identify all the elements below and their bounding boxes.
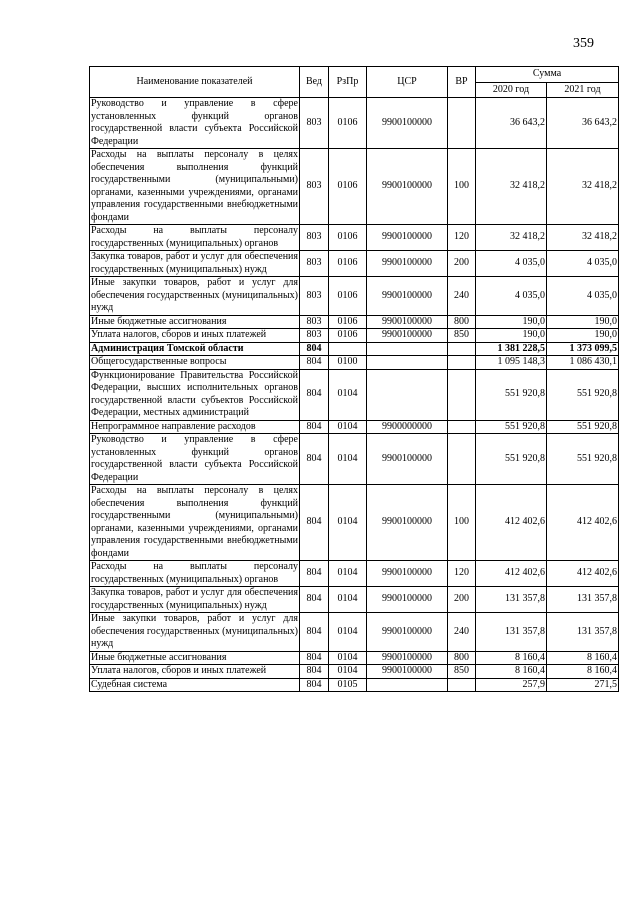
table-row	[90, 665, 619, 679]
header-year-2021: 2021 год	[547, 82, 619, 98]
row-name-cell: Расходы на выплаты персоналу в целях обеспечения выполнения функций государственными (муниципальными) органами, казенными учреждениями, органами управления государственными внебюджетными фондами	[91, 149, 298, 223]
table-row	[90, 613, 619, 652]
row-name-cell: Руководство и управление в сфере установленных функций органов государственной власти субъекта Российской Федерации	[91, 434, 298, 483]
row-sum-2021-cell: 131 357,8	[547, 587, 619, 613]
row-vr-cell: 200	[448, 251, 476, 277]
row-sum-2021-cell: 551 920,8	[547, 434, 619, 485]
row-csr-cell: 9900100000	[367, 315, 448, 329]
row-csr-cell: 9900100000	[367, 613, 448, 652]
row-vr-cell: 120	[448, 561, 476, 587]
row-csr-cell: 9900100000	[367, 485, 448, 561]
row-vr-cell	[448, 98, 476, 149]
row-vr-cell: 120	[448, 225, 476, 251]
header-name: Наименование показателей	[90, 67, 300, 98]
row-ved-cell: 803	[300, 277, 329, 316]
row-sum-2020-cell: 551 920,8	[476, 420, 547, 434]
row-csr-cell: 9900000000	[367, 420, 448, 434]
row-csr-cell: 9900100000	[367, 665, 448, 679]
row-sum-2020-cell: 36 643,2	[476, 98, 547, 149]
row-sum-2020-cell: 551 920,8	[476, 434, 547, 485]
page-number: 359	[573, 36, 594, 51]
row-ved-cell: 804	[300, 342, 329, 356]
row-vr-cell	[448, 342, 476, 356]
row-name-cell: Общегосударственные вопросы	[90, 356, 300, 370]
row-ved-cell: 804	[300, 434, 329, 485]
row-rzpr-cell: 0106	[329, 251, 367, 277]
table-row	[90, 277, 619, 316]
row-vr-cell: 100	[448, 485, 476, 561]
row-name-cell: Закупка товаров, работ и услуг для обеспечения государственных (муниципальных) нужд	[91, 251, 298, 275]
row-sum-2020-cell: 190,0	[476, 329, 547, 343]
table-row	[90, 587, 619, 613]
row-csr-cell: 9900100000	[367, 651, 448, 665]
row-name-cell: Администрация Томской области	[90, 342, 300, 356]
row-sum-2021-cell: 271,5	[547, 678, 619, 692]
row-sum-2021-cell: 1 086 430,1	[547, 356, 619, 370]
row-vr-cell: 240	[448, 277, 476, 316]
row-rzpr-cell	[329, 342, 367, 356]
row-ved-cell: 803	[300, 251, 329, 277]
row-sum-2020-cell: 1 095 148,3	[476, 356, 547, 370]
row-vr-cell: 200	[448, 587, 476, 613]
row-csr-cell: 9900100000	[367, 277, 448, 316]
row-ved-cell: 804	[300, 613, 329, 652]
row-name-cell: Расходы на выплаты персоналу государственных (муниципальных) органов	[91, 225, 298, 249]
table-body	[90, 98, 619, 692]
row-csr-cell: 9900100000	[367, 251, 448, 277]
row-rzpr-cell: 0104	[329, 434, 367, 485]
row-name-cell: Уплата налогов, сборов и иных платежей	[90, 665, 300, 679]
table-row	[90, 561, 619, 587]
row-name-cell: Руководство и управление в сфере установленных функций органов государственной власти субъекта Российской Федерации	[91, 98, 298, 147]
row-rzpr-cell: 0104	[329, 485, 367, 561]
row-ved-cell: 803	[300, 98, 329, 149]
row-sum-2020-cell: 1 381 228,5	[476, 342, 547, 356]
row-sum-2021-cell: 36 643,2	[547, 98, 619, 149]
row-name-cell: Расходы на выплаты персоналу государственных (муниципальных) органов	[91, 561, 298, 585]
row-sum-2020-cell: 257,9	[476, 678, 547, 692]
row-sum-2021-cell: 32 418,2	[547, 225, 619, 251]
row-csr-cell	[367, 369, 448, 420]
row-sum-2020-cell: 551 920,8	[476, 369, 547, 420]
table-row	[90, 149, 619, 225]
row-name-cell: Закупка товаров, работ и услуг для обеспечения государственных (муниципальных) нужд	[91, 587, 298, 611]
row-vr-cell: 100	[448, 149, 476, 225]
row-csr-cell: 9900100000	[367, 587, 448, 613]
row-vr-cell: 850	[448, 665, 476, 679]
table-header	[90, 67, 619, 98]
row-name-cell: Иные закупки товаров, работ и услуг для обеспечения государственных (муниципальных) нужд	[91, 277, 298, 313]
row-csr-cell: 9900100000	[367, 329, 448, 343]
budget-table	[89, 66, 619, 692]
row-vr-cell: 850	[448, 329, 476, 343]
row-rzpr-cell: 0104	[329, 561, 367, 587]
table-row	[90, 369, 619, 420]
row-name-cell: Функционирование Правительства Российской Федерации, высших исполнительных органов государственной власти субъектов Российской Федерации, местных администраций	[91, 369, 298, 418]
row-sum-2020-cell: 8 160,4	[476, 665, 547, 679]
row-ved-cell: 803	[300, 315, 329, 329]
row-sum-2020-cell: 131 357,8	[476, 613, 547, 652]
row-rzpr-cell: 0100	[329, 356, 367, 370]
row-rzpr-cell: 0106	[329, 315, 367, 329]
row-rzpr-cell: 0106	[329, 329, 367, 343]
row-vr-cell: 800	[448, 315, 476, 329]
row-sum-2020-cell: 190,0	[476, 315, 547, 329]
row-sum-2020-cell: 131 357,8	[476, 587, 547, 613]
table-row	[90, 651, 619, 665]
row-sum-2020-cell: 412 402,6	[476, 561, 547, 587]
row-sum-2021-cell: 131 357,8	[547, 613, 619, 652]
row-rzpr-cell: 0105	[329, 678, 367, 692]
row-csr-cell	[367, 356, 448, 370]
row-sum-2021-cell: 4 035,0	[547, 277, 619, 316]
table-row	[90, 678, 619, 692]
table-row	[90, 98, 619, 149]
row-ved-cell: 804	[300, 485, 329, 561]
row-ved-cell: 804	[300, 651, 329, 665]
row-ved-cell: 804	[300, 356, 329, 370]
table-row	[90, 434, 619, 485]
row-sum-2020-cell: 32 418,2	[476, 225, 547, 251]
row-sum-2020-cell: 32 418,2	[476, 149, 547, 225]
row-csr-cell	[367, 678, 448, 692]
row-sum-2020-cell: 4 035,0	[476, 251, 547, 277]
row-name-cell: Судебная система	[90, 678, 300, 692]
row-rzpr-cell: 0104	[329, 369, 367, 420]
row-sum-2021-cell: 8 160,4	[547, 651, 619, 665]
row-ved-cell: 804	[300, 420, 329, 434]
table-row	[90, 342, 619, 356]
row-ved-cell: 804	[300, 369, 329, 420]
row-vr-cell	[448, 369, 476, 420]
header-year-2020: 2020 год	[476, 82, 547, 98]
table-row	[90, 251, 619, 277]
header-ved: Вед	[300, 67, 329, 98]
row-sum-2021-cell: 190,0	[547, 315, 619, 329]
row-ved-cell: 804	[300, 561, 329, 587]
row-sum-2021-cell: 412 402,6	[547, 485, 619, 561]
row-vr-cell	[448, 434, 476, 485]
row-sum-2021-cell: 4 035,0	[547, 251, 619, 277]
row-name-cell: Расходы на выплаты персоналу в целях обеспечения выполнения функций государственными (муниципальными) органами, казенными учреждениями, органами управления государственными внебюджетными фондами	[91, 485, 298, 559]
header-vr: ВР	[448, 67, 476, 98]
row-rzpr-cell: 0104	[329, 665, 367, 679]
row-sum-2021-cell: 190,0	[547, 329, 619, 343]
row-ved-cell: 803	[300, 329, 329, 343]
row-vr-cell	[448, 356, 476, 370]
row-name-cell: Иные закупки товаров, работ и услуг для обеспечения государственных (муниципальных) нужд	[91, 613, 298, 649]
row-sum-2021-cell: 412 402,6	[547, 561, 619, 587]
header-csr: ЦСР	[367, 67, 448, 98]
row-csr-cell: 9900100000	[367, 149, 448, 225]
row-rzpr-cell: 0104	[329, 613, 367, 652]
row-csr-cell: 9900100000	[367, 98, 448, 149]
row-ved-cell: 804	[300, 678, 329, 692]
row-ved-cell: 803	[300, 149, 329, 225]
table-row	[90, 329, 619, 343]
row-sum-2021-cell: 32 418,2	[547, 149, 619, 225]
row-sum-2021-cell: 551 920,8	[547, 369, 619, 420]
row-name-cell: Иные бюджетные ассигнования	[90, 315, 300, 329]
row-csr-cell: 9900100000	[367, 225, 448, 251]
row-vr-cell: 240	[448, 613, 476, 652]
row-rzpr-cell: 0106	[329, 225, 367, 251]
table-row	[90, 225, 619, 251]
header-rzpr: РзПр	[329, 67, 367, 98]
table-row	[90, 315, 619, 329]
row-rzpr-cell: 0104	[329, 651, 367, 665]
row-rzpr-cell: 0106	[329, 98, 367, 149]
row-vr-cell	[448, 678, 476, 692]
table-row	[90, 420, 619, 434]
row-sum-2020-cell: 412 402,6	[476, 485, 547, 561]
row-sum-2021-cell: 551 920,8	[547, 420, 619, 434]
row-name-cell: Уплата налогов, сборов и иных платежей	[90, 329, 300, 343]
row-ved-cell: 804	[300, 587, 329, 613]
row-csr-cell: 9900100000	[367, 561, 448, 587]
row-rzpr-cell: 0106	[329, 149, 367, 225]
row-ved-cell: 804	[300, 665, 329, 679]
table-row	[90, 356, 619, 370]
header-sum: Сумма	[476, 67, 619, 83]
row-rzpr-cell: 0104	[329, 587, 367, 613]
row-vr-cell	[448, 420, 476, 434]
row-sum-2020-cell: 8 160,4	[476, 651, 547, 665]
row-ved-cell: 803	[300, 225, 329, 251]
row-name-cell: Непрограммное направление расходов	[90, 420, 300, 434]
row-csr-cell: 9900100000	[367, 434, 448, 485]
row-sum-2021-cell: 8 160,4	[547, 665, 619, 679]
row-csr-cell	[367, 342, 448, 356]
row-sum-2021-cell: 1 373 099,5	[547, 342, 619, 356]
row-sum-2020-cell: 4 035,0	[476, 277, 547, 316]
table-row	[90, 485, 619, 561]
row-name-cell: Иные бюджетные ассигнования	[90, 651, 300, 665]
row-rzpr-cell: 0104	[329, 420, 367, 434]
row-rzpr-cell: 0106	[329, 277, 367, 316]
row-vr-cell: 800	[448, 651, 476, 665]
